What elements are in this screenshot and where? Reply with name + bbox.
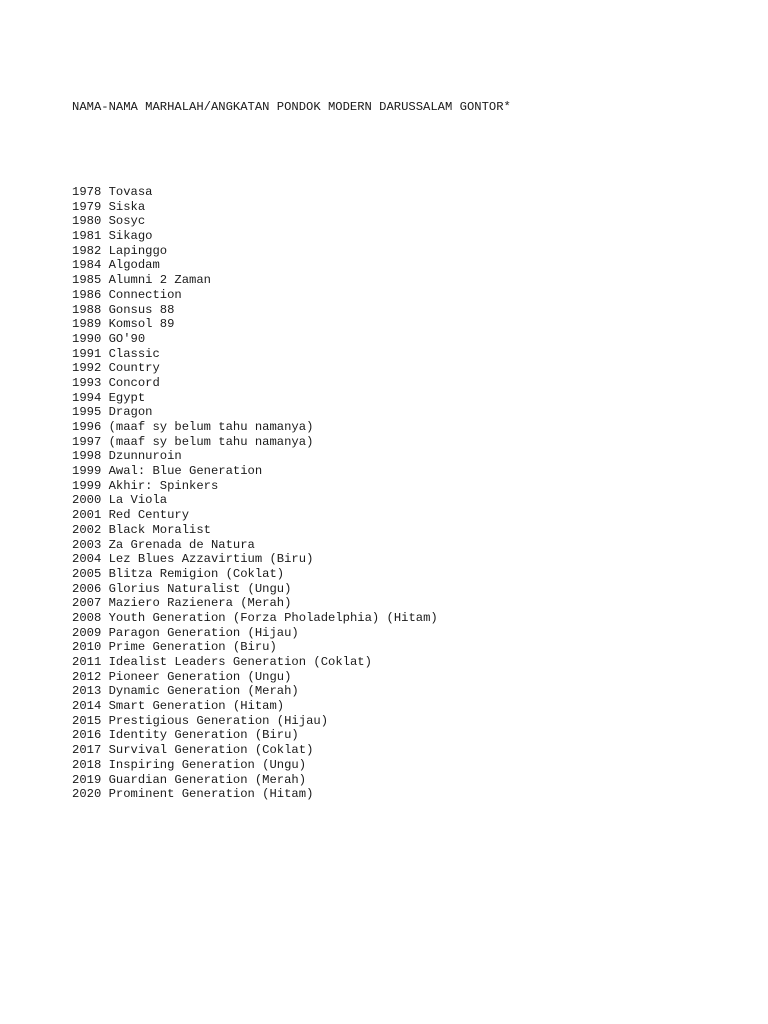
entry-year: 1978	[72, 185, 102, 199]
entry-name: Idealist Leaders Generation (Coklat)	[108, 655, 372, 669]
entry-name: Smart Generation (Hitam)	[108, 699, 285, 714]
entry-name: Egypt	[108, 390, 146, 405]
entry-name: Gonsus 88	[108, 302, 175, 317]
list-item	[72, 714, 511, 729]
entry-year: 1994	[72, 390, 102, 405]
entry-year: 2018	[72, 757, 102, 772]
entry-year: 2014	[72, 699, 102, 714]
list-item	[72, 420, 511, 435]
entry-year: 1989	[72, 317, 102, 332]
entry-name: Glorius Naturalist (Ungu)	[108, 581, 292, 596]
entry-year: 1998	[72, 449, 102, 464]
entry-year: 2020	[72, 787, 102, 802]
list-item	[72, 244, 511, 259]
entry-name: Country	[108, 361, 160, 376]
list-item	[72, 538, 511, 553]
list-item	[72, 258, 511, 273]
entry-year: 2019	[72, 772, 102, 787]
entry-name: Youth Generation (Forza Pholadelphia) (Hitam)	[108, 610, 438, 625]
list-item	[72, 361, 511, 376]
entry-year: 2004	[72, 552, 102, 567]
entry-year: 1986	[72, 287, 102, 302]
entry-year: 2008	[72, 610, 102, 625]
entry-year: 1991	[72, 346, 102, 361]
entry-year: 1988	[72, 302, 102, 317]
marhalah-list	[72, 185, 511, 802]
list-item	[72, 611, 511, 626]
list-item	[72, 185, 511, 200]
entry-year: 2009	[72, 625, 102, 640]
entry-name: Dynamic Generation (Merah)	[108, 684, 299, 699]
list-item	[72, 332, 511, 347]
entry-name: Survival Generation (Coklat)	[108, 743, 314, 758]
entry-year: 1984	[72, 258, 102, 273]
entry-name: La Viola	[108, 493, 168, 508]
entry-year: 2010	[72, 640, 102, 655]
entry-year: 2002	[72, 522, 102, 537]
list-item	[72, 464, 511, 479]
list-item	[72, 655, 511, 670]
list-item	[72, 303, 511, 318]
entry-year: 1999	[72, 464, 102, 479]
entry-name: (maaf sy belum tahu namanya)	[108, 420, 314, 434]
entry-name: Lapinggo	[108, 243, 168, 258]
entry-year: 2011	[72, 655, 102, 669]
entry-name: Inspiring Generation (Ungu)	[108, 757, 307, 772]
list-item	[72, 626, 511, 641]
entry-year: 2017	[72, 743, 102, 758]
list-item	[72, 743, 511, 758]
list-item	[72, 640, 511, 655]
list-item	[72, 449, 511, 464]
entry-name: Identity Generation (Biru)	[108, 728, 299, 743]
list-item	[72, 376, 511, 391]
entry-name: GO'90	[108, 331, 146, 346]
entry-year: 1999	[72, 478, 102, 493]
list-item	[72, 582, 511, 597]
list-item	[72, 214, 511, 229]
entry-name: Black Moralist	[108, 522, 211, 537]
entry-year: 1993	[72, 375, 102, 390]
list-item	[72, 405, 511, 420]
blank-line	[72, 143, 511, 157]
entry-name: Tovasa	[108, 185, 153, 199]
list-item	[72, 728, 511, 743]
entry-year: 2006	[72, 581, 102, 596]
entry-year: 2005	[72, 566, 102, 581]
list-item	[72, 317, 511, 332]
entry-year: 1992	[72, 361, 102, 376]
list-item	[72, 596, 511, 611]
entry-name: Pioneer Generation (Ungu)	[108, 669, 292, 684]
entry-year: 2013	[72, 684, 102, 699]
entry-year: 2015	[72, 713, 102, 728]
entry-name: (maaf sy belum tahu namanya)	[108, 434, 314, 449]
entry-year: 1979	[72, 199, 102, 214]
list-item	[72, 699, 511, 714]
entry-year: 1981	[72, 229, 102, 244]
entry-name: Algodam	[108, 258, 160, 273]
entry-year: 2016	[72, 728, 102, 743]
entry-year: 1996	[72, 420, 102, 434]
entry-name: Classic	[108, 346, 160, 361]
list-item	[72, 200, 511, 215]
entry-name: Prime Generation (Biru)	[108, 640, 277, 655]
entry-name: Red Century	[108, 508, 190, 523]
entry-year: 2003	[72, 537, 102, 552]
entry-year: 2000	[72, 493, 102, 508]
entry-name: Maziero Razienera (Merah)	[108, 596, 292, 611]
list-item	[72, 523, 511, 538]
entry-year: 1995	[72, 405, 102, 420]
entry-name: Guardian Generation (Merah)	[108, 772, 307, 787]
entry-name: Komsol 89	[108, 317, 175, 332]
entry-name: Siska	[108, 199, 146, 214]
list-item	[72, 684, 511, 699]
list-item	[72, 567, 511, 582]
document-title: NAMA-NAMA MARHALAH/ANGKATAN PONDOK MODERN DARUSSALAM GONTOR*	[72, 100, 511, 114]
entry-name: Blitza Remigion (Coklat)	[108, 566, 285, 581]
entry-name: Concord	[108, 375, 160, 390]
entry-year: 1980	[72, 214, 102, 229]
document-body	[72, 71, 511, 830]
entry-name: Prestigious Generation (Hijau)	[108, 713, 329, 728]
list-item	[72, 552, 511, 567]
entry-year: 1990	[72, 331, 102, 346]
entry-name: Sosyc	[108, 214, 146, 229]
list-item	[72, 391, 511, 406]
list-item	[72, 347, 511, 362]
entry-name: Za Grenada de Natura	[108, 537, 255, 552]
list-item	[72, 288, 511, 303]
entry-year: 2007	[72, 596, 102, 611]
list-item	[72, 508, 511, 523]
entry-year: 1982	[72, 243, 102, 258]
entry-name: Connection	[108, 287, 182, 302]
entry-year: 1985	[72, 273, 102, 288]
list-item	[72, 229, 511, 244]
entry-name: Akhir: Spinkers	[108, 478, 219, 493]
entry-name: Paragon Generation (Hijau)	[108, 625, 299, 640]
list-item	[72, 435, 511, 450]
entry-name: Sikago	[108, 229, 153, 244]
entry-name: Awal: Blue Generation	[108, 464, 263, 479]
entry-name: Alumni 2 Zaman	[108, 273, 211, 288]
list-item	[72, 787, 511, 802]
list-item	[72, 493, 511, 508]
entry-name: Prominent Generation (Hitam)	[108, 787, 314, 802]
entry-name: Dragon	[108, 405, 153, 420]
entry-name: Dzunnuroin	[108, 449, 182, 464]
entry-year: 1997	[72, 434, 102, 449]
list-item	[72, 670, 511, 685]
list-item	[72, 758, 511, 773]
list-item	[72, 773, 511, 788]
entry-year: 2001	[72, 508, 102, 523]
entry-year: 2012	[72, 669, 102, 684]
entry-name: Lez Blues Azzavirtium (Biru)	[108, 552, 314, 567]
list-item	[72, 273, 511, 288]
list-item	[72, 479, 511, 494]
